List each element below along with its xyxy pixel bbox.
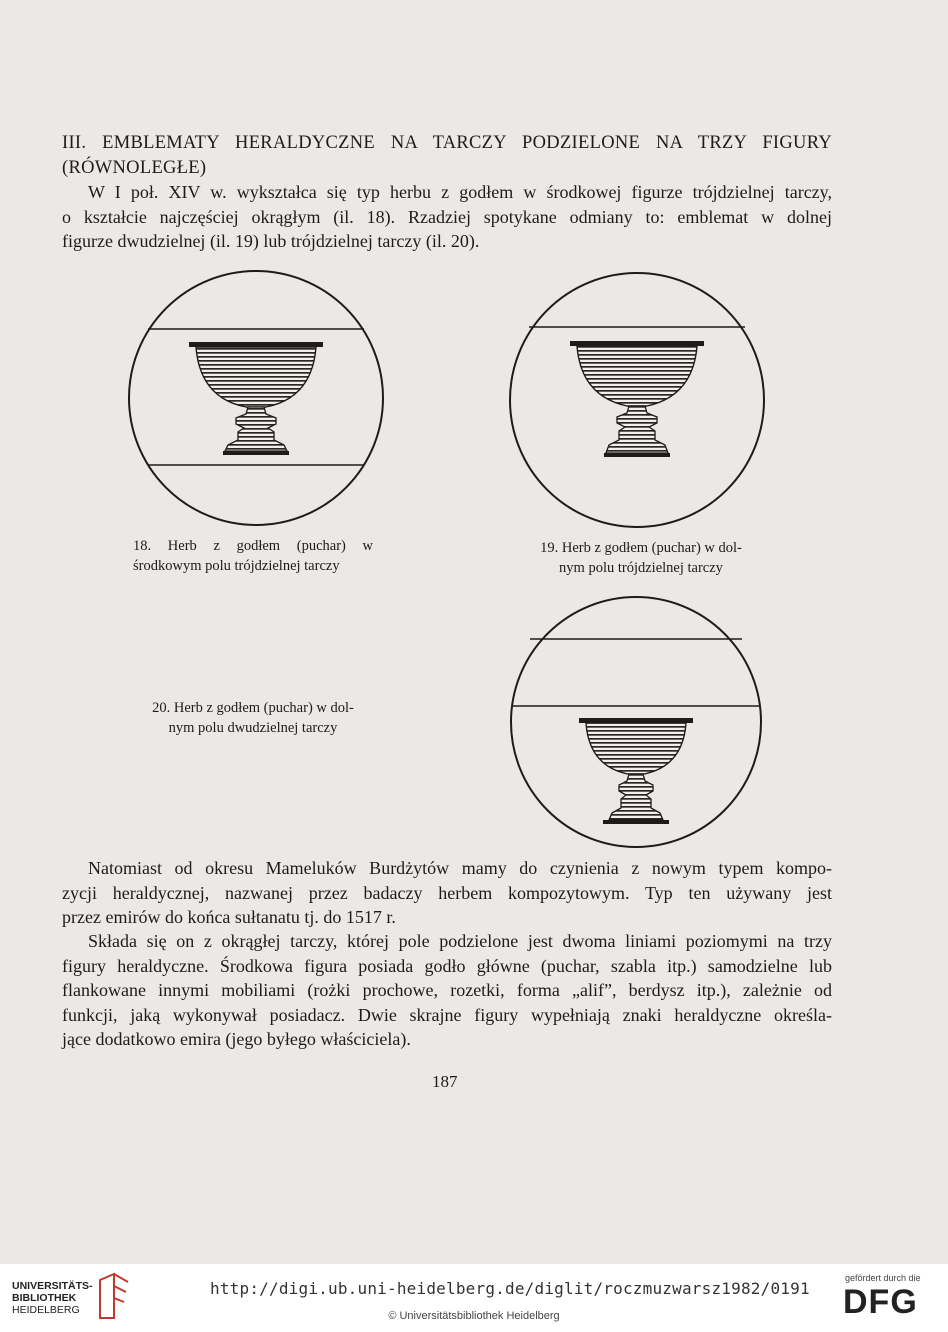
caption-line: 18. Herb z godłem (puchar) w	[133, 538, 373, 554]
caption-line: 19. Herb z godłem (puchar) w dol-	[540, 540, 742, 556]
library-name-line: BIBLIOTHEK	[12, 1292, 77, 1304]
dfg-logo[interactable]: DFG	[843, 1283, 918, 1321]
library-name-line: HEIDELBERG	[12, 1304, 80, 1316]
library-name-line: UNIVERSITÄTS-	[12, 1280, 93, 1292]
heading-line: (RÓWNOLEGŁE)	[62, 157, 207, 178]
figure-18-caption	[133, 536, 373, 576]
paragraph-3	[62, 929, 832, 1052]
figure-20-caption	[133, 698, 373, 738]
caption-line: 20. Herb z godłem (puchar) w dol-	[152, 700, 354, 716]
section-heading	[62, 131, 832, 180]
text-line: funkcji, jaką wykonywał posiadacz. Dwie skrajne figury wypełniają znaki heraldyczne określa-	[62, 1004, 832, 1025]
caption-line: nym polu trójdzielnej tarczy	[559, 560, 723, 576]
text-line: W I poł. XIV w. wykształca się typ herbu z godłem w środkowej figurze trójdzielnej tarczy,	[88, 182, 832, 202]
caption-line: nym polu dwudzielnej tarczy	[168, 720, 338, 736]
figure-18-shield	[126, 268, 386, 528]
text-line: jące dodatkowo emira (jego byłego właściciela).	[62, 1029, 411, 1049]
text-line: figurze dwudzielnej (il. 19) lub trójdzielnej tarczy (il. 20).	[62, 231, 480, 251]
heading-line: III. EMBLEMATY HERALDYCZNE NA TARCZY PODZIELONE NA TRZY FIGURY	[62, 133, 832, 153]
figure-19-caption	[521, 538, 761, 578]
text-line: figury heraldyczne. Środkowa figura posiada godło główne (puchar, szabla itp.) samodzielne lub	[62, 955, 832, 976]
copyright-notice: © Universitätsbibliothek Heidelberg	[388, 1310, 560, 1322]
goblet-icon	[570, 341, 704, 457]
text-line: przez emirów do końca sułtanatu tj. do 1517 r.	[62, 907, 396, 927]
goblet-icon	[579, 718, 693, 824]
text-line: o kształcie najczęściej okrągłym (il. 18). Rzadziej spotykane odmiany to: emblemat w dolnej	[62, 206, 832, 227]
text-line: flankowane innymi mobiliami (rożki prochowe, rozetki, forma „alif”, berdysz itp.), zależnie od	[62, 980, 832, 1000]
permalink-url[interactable]: http://digi.ub.uni-heidelberg.de/diglit/roczmuzwarsz1982/0191	[210, 1279, 810, 1298]
text-line: Składa się on z okrągłej tarczy, której pole podzielone jest dwoma liniami poziomymi na trzy	[88, 931, 832, 951]
text-line: Natomiast od okresu Mameluków Burdżytów mamy do czynienia z nowym typem kompo-	[88, 858, 832, 878]
figure-20-shield	[508, 594, 764, 850]
funding-note: gefördert durch die	[845, 1273, 921, 1283]
paragraph-2	[62, 856, 832, 930]
intro-paragraph	[62, 180, 832, 254]
figure-19-shield	[507, 270, 767, 530]
text-line: zycji heraldycznej, nazwanej przez badaczy herbem kompozytowym. Typ ten używany jest	[62, 882, 832, 903]
goblet-icon	[189, 342, 323, 455]
caption-line: środkowym polu trójdzielnej tarczy	[133, 558, 340, 574]
page-number: 187	[432, 1072, 458, 1091]
